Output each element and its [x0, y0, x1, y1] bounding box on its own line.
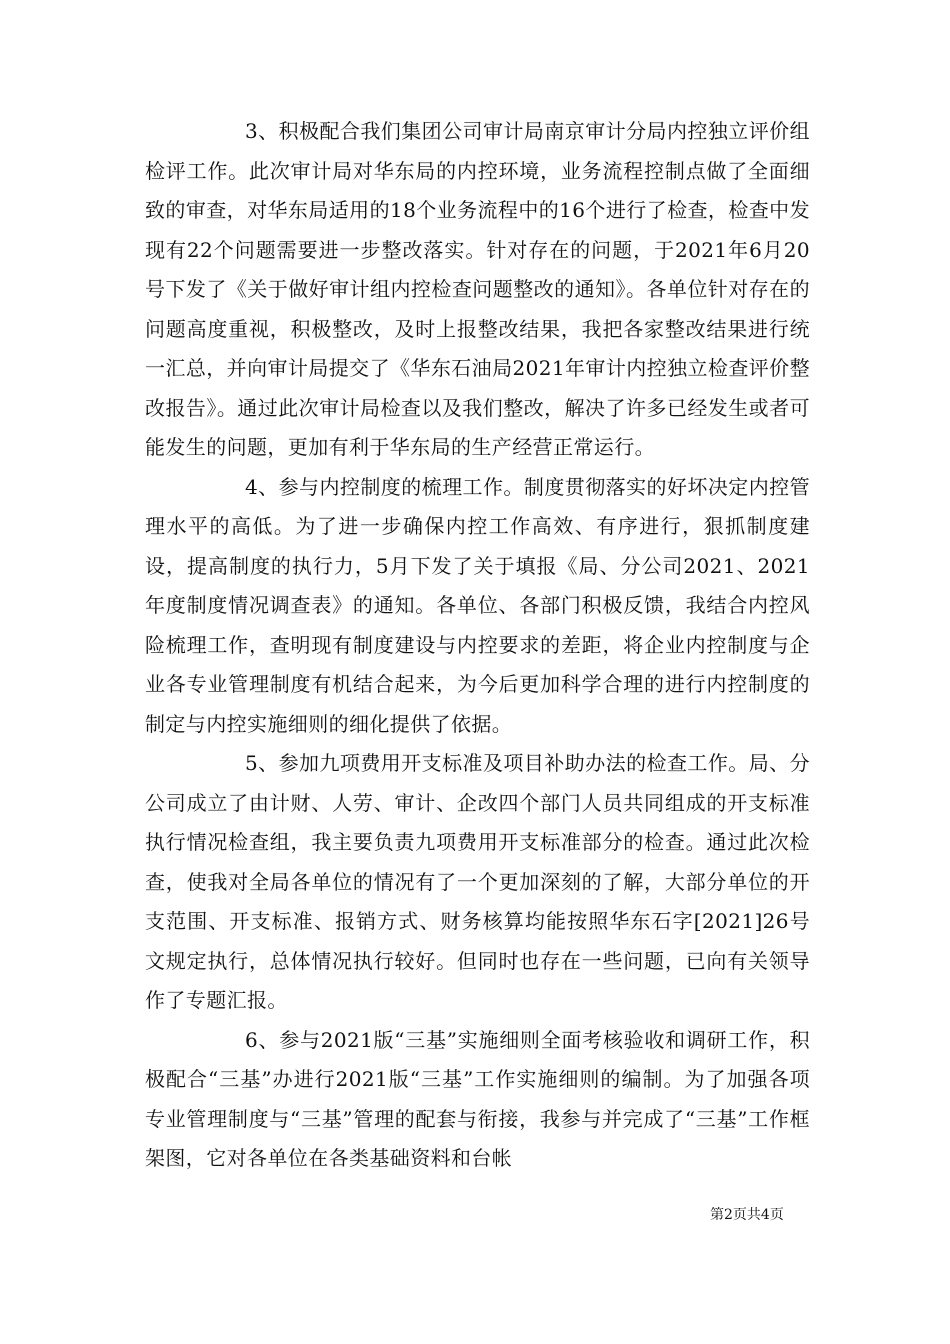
paragraph-item-6: 6、参与2021版“三基”实施细则全面考核验收和调研工作，积极配合“三基”办进行2021版“三基”工作实施细则的编制。为了加强各项专业管理制度与“三基”管理的配套与衔接，我参与并完成了“三基”工作框架图，它对各单位在各类基础资料和台帐: [145, 1027, 810, 1170]
page-number-footer: 第2页共4页: [710, 1207, 784, 1223]
document-body: [145, 112, 810, 1179]
paragraph-item-3: 3、积极配合我们集团公司审计局南京审计分局内控独立评价组检评工作。此次审计局对华东局的内控环境，业务流程控制点做了全面细致的审查，对华东局适用的18个业务流程中的16个进行了检查，检查中发现有22个问题需要进一步整改落实。针对存在的问题，于2021年6月20号下发了《关于做好审计组内控检查问题整改的通知》。各单位针对存在的问题高度重视，积极整改，及时上报整改结果，我把各家整改结果进行统一汇总，并向审计局提交了《华东石油局2021年审计内控独立检查评价整改报告》。通过此次审计局检查以及我们整改，解决了许多已经发生或者可能发生的问题，更加有利于华东局的生产经营正常运行。: [145, 119, 810, 459]
paragraph-item-4: 4、参与内控制度的梳理工作。制度贯彻落实的好坏决定内控管理水平的高低。为了进一步确保内控工作高效、有序进行，狠抓制度建设，提高制度的执行力，5月下发了关于填报《局、分公司2021、2021年度制度情况调查表》的通知。各单位、各部门积极反馈，我结合内控风险梳理工作，查明现有制度建设与内控要求的差距，将企业内控制度与企业各专业管理制度有机结合起来，为今后更加科学合理的进行内控制度的制定与内控实施细则的细化提供了依据。: [145, 474, 810, 736]
paragraph-item-5: 5、参加九项费用开支标准及项目补助办法的检查工作。局、分公司成立了由计财、人劳、审计、企改四个部门人员共同组成的开支标准执行情况检查组，我主要负责九项费用开支标准部分的检查。通过此次检查，使我对全局各单位的情况有了一个更加深刻的了解，大部分单位的开支范围、开支标准、报销方式、财务核算均能按照华东石字[2021]26号文规定执行，总体情况执行较好。但同时也存在一些问题，已向有关领导作了专题汇报。: [145, 751, 810, 1012]
